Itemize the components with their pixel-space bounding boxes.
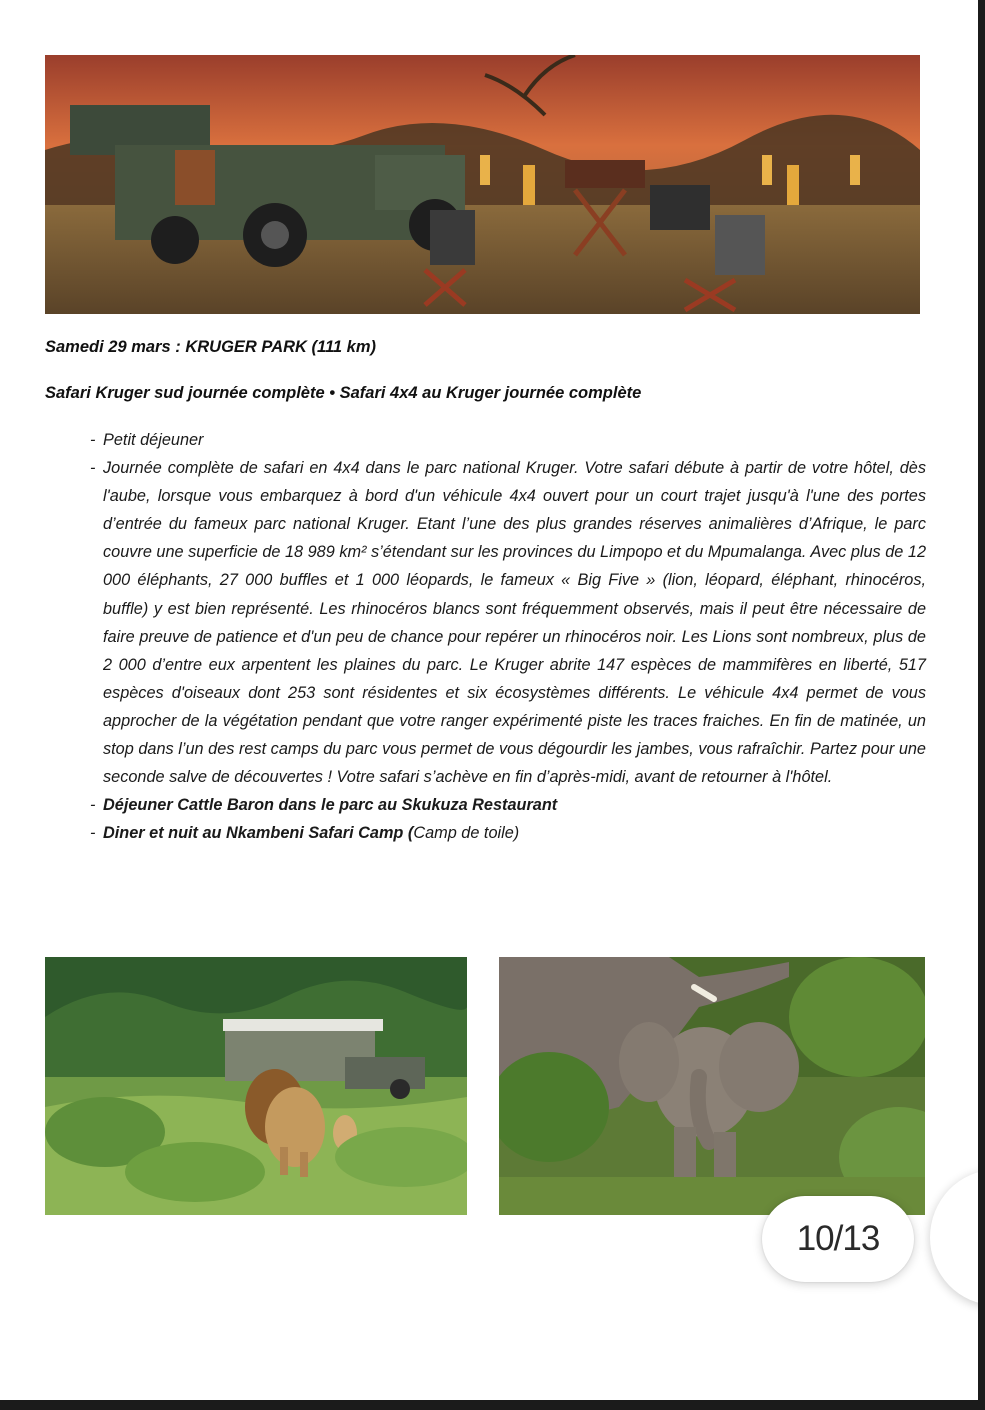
dinner-text: Camp de toile): [413, 824, 520, 843]
excursion-title: Safari Kruger sud journée complète • Safari 4x4 au Kruger journée complète: [45, 384, 642, 402]
breakfast-text: Petit déjeuner: [103, 431, 204, 449]
lunch-text: Déjeuner Cattle Baron dans le parc au Skukuza Restaurant: [103, 796, 558, 815]
list-item: - Journée complète de safari en 4x4 dans le parc national Kruger. Votre safari débute à partir de votre hôtel, dès l'aube, lorsque vous embarquez à bord d'un véhicule 4x4 ouvert pour un court trajet jusqu'à l'une des portes d’entrée du fameux parc national Kruger. Etant l’une des plus grandes réserves animalières d’Afrique, le parc couvre une superficie de 18 989 km² s’étendant sur les provinces du Limpopo et du Mpumalanga. Avec plus de 12 000 éléphants, 27 000 buffles et 1 000 léopards, le fameux « Big Five » (lion, léopard, éléphant, rhinocéros, buffle) y est bien représenté. Les rhinocéros blancs sont fréquemment observés, mais il peut être nécessaire de faire preuve de patience et d'un peu de chance pour repérer un rhinocéros noir. Les Lions sont nombreux, plus de 2 000 d’entre eux arpentent les plaines du parc. Le Kruger abrite 147 espèces de mammifères en liberté, 517 espèces d'oiseaux dont 253 sont résidentes et six écosystèmes différents. Le véhicule 4x4 permet de vous approcher de la végétation pendant que votre ranger expérimenté piste les traces fraiches. En fin de matinée, un stop dans l’un des rest camps du parc vous permet de vous dégourdir les jambes, vous rafraîchir. Partez pour une seconde salve de découvertes ! Votre safari s’achève en fin d’après-midi, avant de retourner à l'hôtel.: [90, 459, 926, 787]
safari-description: Journée complète de safari en 4x4 dans le parc national Kruger. Votre safari débute à partir de votre hôtel, dès l'aube, lorsque vous embarquez à bord d'un véhicule 4x4 ouvert pour un court trajet jusqu'à l'une des portes d’entrée du fameux parc national Kruger. Etant l’une des plus grandes réserves animalières d’Afrique, le parc couvre une superficie de 18 989 km² s’étendant sur les provinces du Limpopo et du Mpumalanga. Avec plus de 12 000 éléphants, 27 000 buffles et 1 000 léopards, le fameux « Big Five » (lion, léopard, éléphant, rhinocéros, buffle) y est bien représenté. Les rhinocéros blancs sont fréquemment observés, mais il peut être nécessaire de faire preuve de patience et d'un peu de chance pour repérer un rhinocéros noir. Les Lions sont nombreux, plus de 2 000 d’entre eux arpentent les plaines du parc. Le Kruger abrite 147 espèces de mammifères en liberté, 517 espèces d'oiseaux dont 253 sont résidentes et six écosystèmes différents. Le véhicule 4x4 permet de vous approcher de la végétation pendant que votre ranger expérimenté piste les traces fraiches. En fin de matinée, un stop dans l’un des rest camps du parc vous permet de vous dégourdir les jambes, vous rafraîchir. Partez pour une seconde salve de découvertes ! Votre safari s’achève en fin d’après-midi, avant de retourner à l'hôtel.: [103, 459, 926, 787]
page-indicator: 10/13: [762, 1196, 914, 1282]
list-item: - Déjeuner Cattle Baron dans le parc au Skukuza Restaurant: [90, 796, 558, 815]
elephants-photo: [499, 957, 925, 1215]
itinerary-list: [90, 426, 926, 847]
safari-dinner-photo: [45, 55, 920, 314]
list-item: - Diner et nuit au Nkambeni Safari Camp (Camp de toile): [90, 824, 520, 843]
screen-edge-bottom: [0, 1400, 985, 1410]
day-heading: Samedi 29 mars : KRUGER PARK (111 km): [45, 338, 377, 356]
lions-safari-photo: [45, 957, 467, 1215]
list-item: - Petit déjeuner: [90, 431, 204, 449]
dinner-text-bold: Diner et nuit au Nkambeni Safari Camp (: [103, 824, 414, 843]
screen-edge: [978, 0, 985, 1410]
